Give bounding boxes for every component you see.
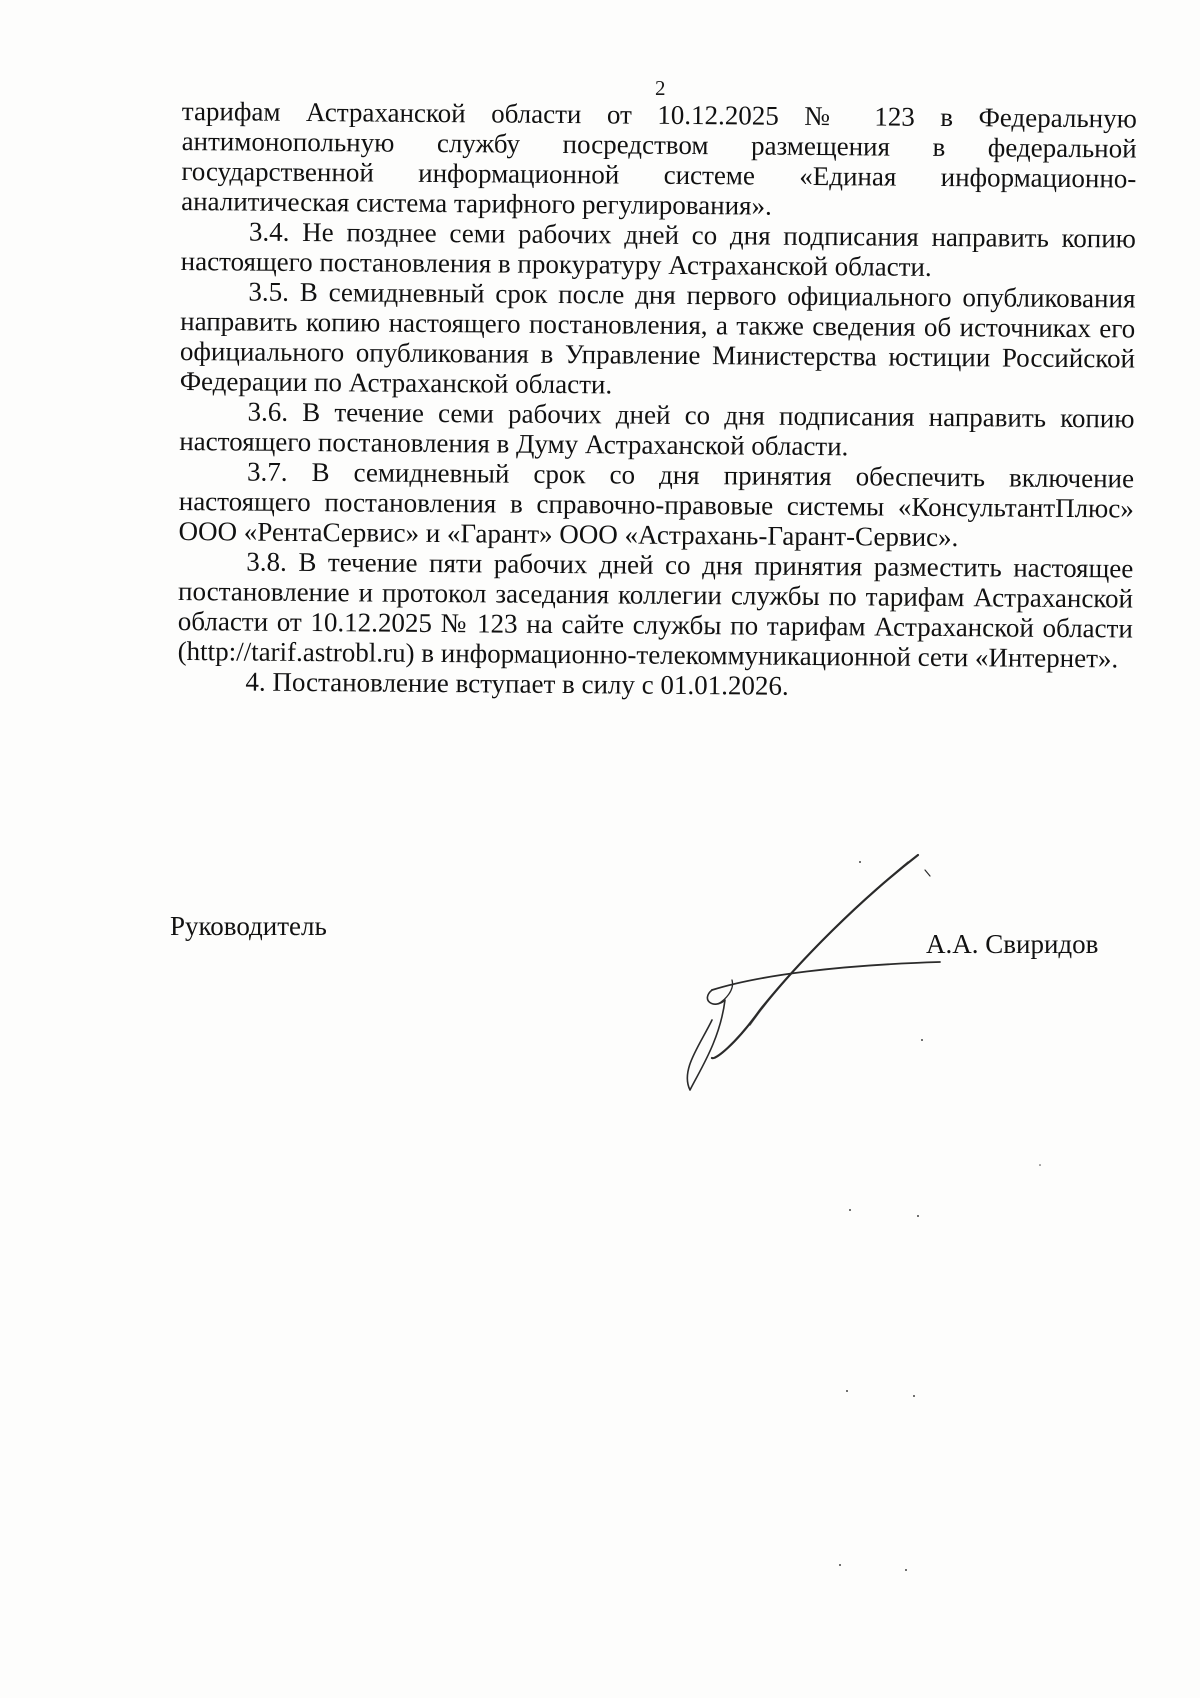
paragraph-3-7: 3.7. В семидневный срок со дня принятия обеспечить включение настоящего постановления в справочно-правовые системы «КонсультантПлюс» ООО «РентаСервис» и «Гарант» ООО «Астрахань-Гарант-Сервис».	[178, 456, 1135, 553]
paragraph-3-8: 3.8. В течение пяти рабочих дней со дня принятия разместить настоящее постановление и протокол заседания коллегии службы по тарифам Астраханской области от 10.12.2025 № 123 на сайте службы по тарифам Астраханской области (http://tarif.astrobl.ru) в информационно-телекоммуникационной сети «Интернет».	[177, 546, 1134, 674]
page-number: 2	[655, 76, 666, 100]
signer-name: А.А. Свиридов	[926, 929, 1099, 959]
paragraph-3-5: 3.5. В семидневный срок после дня первого официального опубликования направить копию настоящего постановления, а также сведения об источниках его официального опубликования в Управление Министерства юстиции Российской Федерации по Астраханской области.	[179, 276, 1136, 400]
paragraph-3-6: 3.6. В течение семи рабочих дней со дня подписания направить копию настоящего постановления в Думу Астраханской области.	[179, 396, 1135, 462]
paragraph-continuation: тарифам Астраханской области от 10.12.2025 № 123 в Федеральную антимонопольную службу посредством размещения в федеральной государственной информационной системе «Единая информационно-аналитическая система тарифного регулирования».	[181, 96, 1137, 221]
signer-title: Руководитель	[170, 911, 327, 941]
paragraph-3-4: 3.4. Не позднее семи рабочих дней со дня подписания направить копию настоящего постановления в прокуратуру Астраханской области.	[180, 216, 1137, 282]
paragraph-4: 4. Постановление вступает в силу с 01.01.2026.	[245, 666, 789, 701]
